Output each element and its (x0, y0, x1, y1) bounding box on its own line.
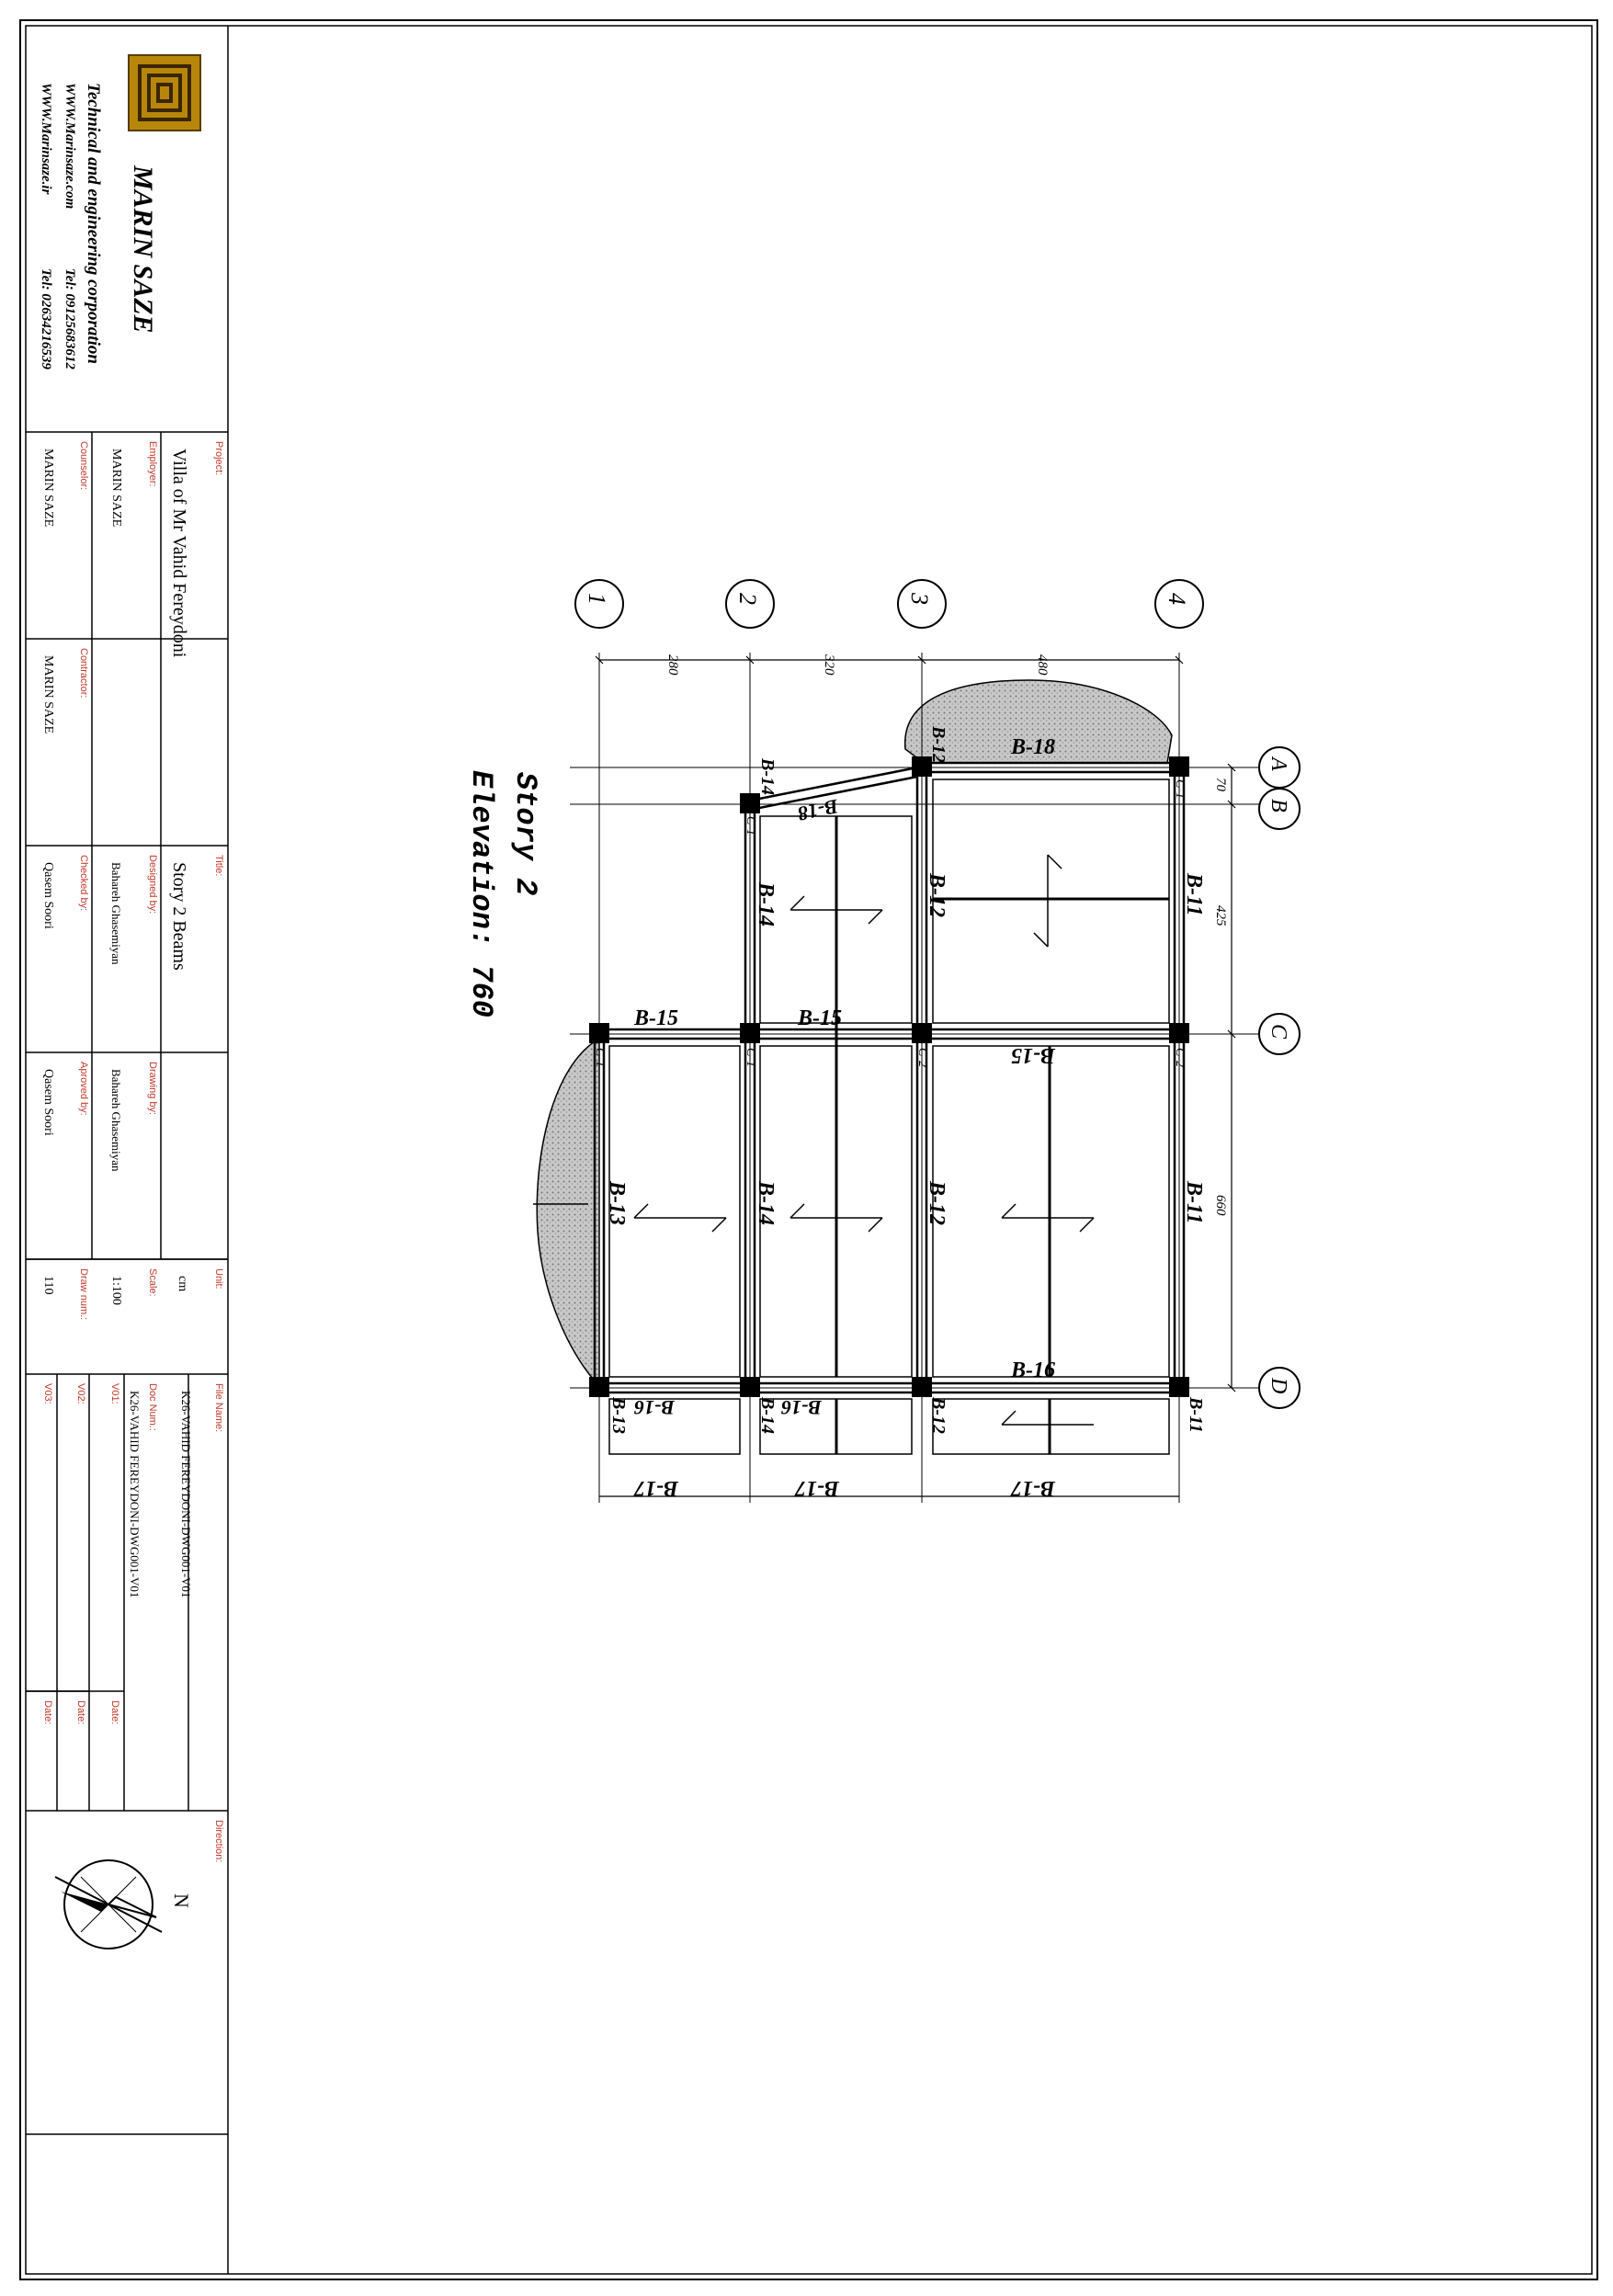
company-phone-1: Tel: 09125683612 (62, 268, 77, 369)
beam-label-b11-bot: B-11 (1186, 1397, 1206, 1433)
date-label-3: Date: (42, 1700, 53, 1725)
company-phone-2: Tel: 02634216539 (39, 268, 53, 369)
date-label-1: Date: (109, 1700, 120, 1725)
contractor-label: Contractor: (78, 648, 89, 699)
outer-border (20, 20, 1597, 2279)
doc-num-value: K26-VAHID FEREYDONI-DWG001-V01 (128, 1391, 142, 1598)
col-label-c1-a: C-1 (593, 1048, 607, 1067)
scale-label: Scale: (147, 1268, 158, 1297)
dim-320: 320 (822, 654, 836, 676)
beam-label-b15-mid: B-15 (798, 1006, 842, 1030)
story-beam-plan (533, 580, 1300, 1503)
v01-label: V01: (109, 1383, 120, 1404)
axis-2-label: 2 (734, 593, 761, 605)
designed-value: Bahareh Ghasemiyan (109, 862, 123, 965)
dim-280: 280 (665, 654, 680, 676)
checked-value: Qasem Soori (41, 862, 55, 929)
date-label-2: Date: (75, 1700, 86, 1725)
drawing-value: Bahareh Ghasemiyan (109, 1069, 123, 1172)
unit-value: cm (176, 1276, 189, 1292)
slab-outlines (609, 779, 1169, 1454)
doc-num-label: Doc Num.: (147, 1383, 158, 1431)
counselor-value: MARIN SAZE (41, 449, 55, 528)
beam-label-b17-mid: B-17 (795, 1476, 839, 1500)
company-web-2: WWW.Marinsaze.ir (39, 83, 53, 195)
beam-label-b17-right: B-17 (1011, 1476, 1055, 1500)
axis-4-label: 4 (1164, 593, 1190, 605)
axis-a-label: A (1267, 757, 1290, 771)
employer-label: Employer: (147, 441, 158, 487)
dimension-lines (596, 656, 1235, 1496)
file-name-value: K26-VAHID FEREYDONI-DWG001-V01 (179, 1391, 193, 1598)
axis-c-label: C (1267, 1024, 1290, 1040)
beam-label-b16-right: B-16 (1011, 1358, 1055, 1382)
col-label-c1-b: C-1 (744, 1048, 757, 1067)
col-label-c1-d: C-1 (744, 816, 757, 835)
beam-label-b17-left: B-17 (634, 1476, 678, 1500)
beam-label-b15-right: B-15 (1011, 1043, 1055, 1067)
dim-660: 660 (1213, 1195, 1228, 1216)
north-label: N (170, 1893, 193, 1908)
beam-label-b11-mid: B-11 (1182, 1181, 1206, 1224)
beam-lines (595, 763, 1184, 1392)
axis-b-label: B (1267, 799, 1290, 813)
approved-label: Aproved by: (78, 1062, 89, 1116)
beam-label-b12-top: B-12 (925, 873, 948, 917)
axis-3-label: 3 (906, 593, 933, 605)
drawing-label: Drawing by: (147, 1062, 158, 1116)
checked-label: Checked by: (78, 855, 89, 912)
unit-label: Unit: (213, 1268, 224, 1290)
beam-label-b16-mid: B-16 (781, 1396, 822, 1419)
approved-value: Qasem Soori (41, 1069, 55, 1136)
span-symbols (533, 855, 1094, 1425)
beam-label-b14-top: B-14 (754, 882, 778, 926)
project-label: Project: (213, 441, 224, 476)
north-arrow-icon (55, 1860, 162, 1949)
axis-d-label: D (1267, 1378, 1290, 1394)
beam-label-b13-bot: B-13 (608, 1397, 629, 1434)
beam-label-b13-mid: B-13 (605, 1181, 629, 1225)
story-title: Story 2 (508, 772, 542, 896)
employer-value: MARIN SAZE (109, 449, 123, 528)
beam-label-b12-mid: B-12 (925, 1181, 948, 1225)
title-block-frame (26, 26, 228, 2274)
draw-num-value: 110 (41, 1276, 55, 1295)
direction-label: Direction: (213, 1820, 224, 1863)
beam-label-b18-top: B-18 (1011, 735, 1055, 759)
dim-425: 425 (1213, 905, 1228, 926)
designed-label: Designed by: (147, 855, 158, 915)
project-value: Villa of Mr Vahid Fereydoni (169, 449, 189, 658)
dim-480: 480 (1035, 654, 1050, 676)
company-name: MARIN SAZE (128, 165, 158, 334)
beam-label-b15-left: B-15 (634, 1006, 678, 1030)
company-logo (129, 55, 200, 131)
beam-label-b14-mid: B-14 (754, 1181, 778, 1225)
beam-label-b12-bot: B-12 (928, 1397, 948, 1434)
beam-label-b18-diag: B-18 (795, 794, 841, 826)
beam-label-b16-left: B-16 (634, 1396, 675, 1419)
title-value: Story 2 Beams (169, 862, 189, 971)
col-label-c2-b: C-2 (1173, 1048, 1187, 1067)
hatched-balcony-left (537, 1039, 599, 1379)
inner-border (26, 26, 1592, 2274)
v02-label: V02: (75, 1383, 86, 1404)
beam-label-b14-bot: B-14 (757, 1397, 778, 1434)
elevation-title: Elevation: 760 (464, 770, 498, 1017)
beam-label-b11-top: B-11 (1182, 873, 1206, 916)
col-label-c2-a: C-2 (915, 1048, 929, 1067)
scale-value: 1:100 (109, 1276, 123, 1305)
contractor-value: MARIN SAZE (41, 655, 55, 734)
title-label: Title: (213, 855, 224, 877)
dim-70: 70 (1213, 778, 1228, 791)
company-tagline: Technical and engineering corporation (84, 83, 103, 364)
draw-num-label: Draw num.: (78, 1268, 89, 1321)
beam-label-b14-A: B-14 (757, 758, 778, 795)
counselor-label: Counselor: (78, 441, 89, 491)
v03-label: V03: (42, 1383, 53, 1404)
axis-1-label: 1 (584, 593, 610, 605)
col-label-c1-c: C-1 (1173, 779, 1187, 799)
joist-lines (836, 816, 1169, 1454)
file-name-label: File Name: (213, 1383, 224, 1433)
columns (589, 756, 1189, 1397)
company-web-1: WWW.Marinsaze.com (62, 83, 77, 210)
beam-label-b12-A: B-12 (928, 726, 948, 763)
